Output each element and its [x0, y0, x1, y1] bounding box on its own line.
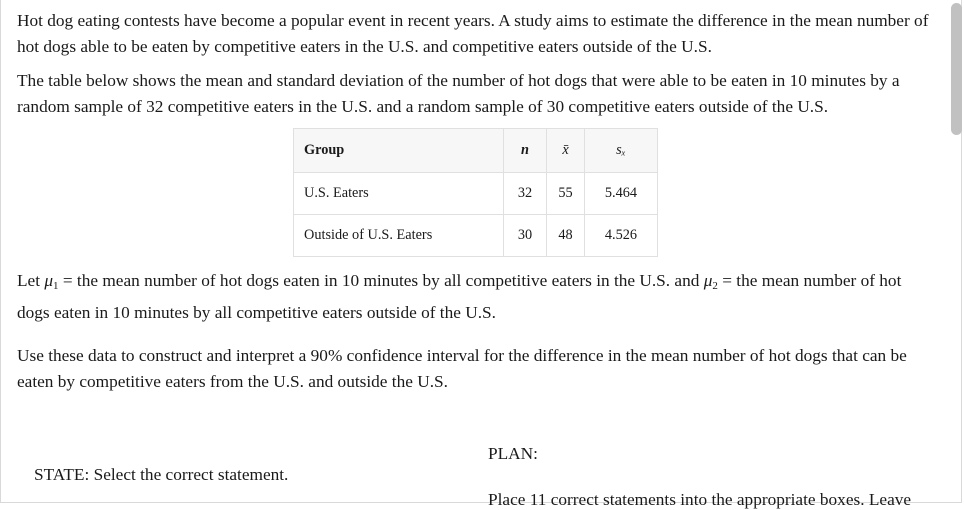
table-row [294, 215, 658, 257]
state-label: STATE: Select the correct statement. [34, 465, 289, 484]
scrollbar-thumb[interactable] [951, 3, 962, 135]
vertical-scrollbar[interactable] [948, 0, 964, 505]
row-us-group: U.S. Eaters [294, 173, 504, 215]
table-description: The table below shows the mean and standard deviation of the number of hot dogs that were able to be eaten in 10 minutes by a random sample of 32 competitive eaters in the U.S. and a random sample of 30 competitive eaters outside of the U.S. [17, 71, 900, 116]
header-n: n [504, 129, 547, 173]
row-outside-n: 30 [504, 215, 547, 257]
row-us-sd: 5.464 [585, 173, 658, 215]
header-group: Group [294, 129, 504, 173]
let-prefix: Let [17, 271, 45, 290]
row-us-n: 32 [504, 173, 547, 215]
row-outside-mean: 48 [547, 215, 585, 257]
let-middle: = the mean number of hot dogs eaten in 10 minutes by all competitive eaters in the U.S. and [58, 271, 704, 290]
table-row [294, 173, 658, 215]
mu2-subscript: 2 [712, 280, 718, 292]
parameter-definition [17, 268, 932, 325]
plan-label: PLAN: [488, 444, 538, 463]
summary-table [293, 128, 658, 257]
task-instruction: Use these data to construct and interpret a 90% confidence interval for the difference in the mean number of hot dogs that can be eaten by competitive eaters from the U.S. and outside the U.S. [17, 346, 907, 391]
row-outside-group: Outside of U.S. Eaters [294, 215, 504, 257]
mu1-subscript: 1 [53, 280, 59, 292]
mu1-symbol: μ [44, 271, 54, 290]
let-suffix: = the mean number of hot dogs eaten in 10 minutes by all competitive eaters outside of the U.S. [17, 271, 902, 322]
row-outside-sd: 4.526 [585, 215, 658, 257]
table-header-row [294, 129, 658, 173]
header-sd: sₓ [585, 129, 658, 173]
mu2-symbol: μ [703, 271, 713, 290]
plan-instruction: Place 11 correct statements into the appropriate boxes. Leave [488, 490, 912, 509]
problem-intro: Hot dog eating contests have become a popular event in recent years. A study aims to estimate the difference in the mean number of hot dogs able to be eaten by competitive eaters in the U.S. and competitive eaters outside of the U.S. [17, 11, 929, 56]
row-us-mean: 55 [547, 173, 585, 215]
header-mean: x̄ [547, 129, 585, 173]
